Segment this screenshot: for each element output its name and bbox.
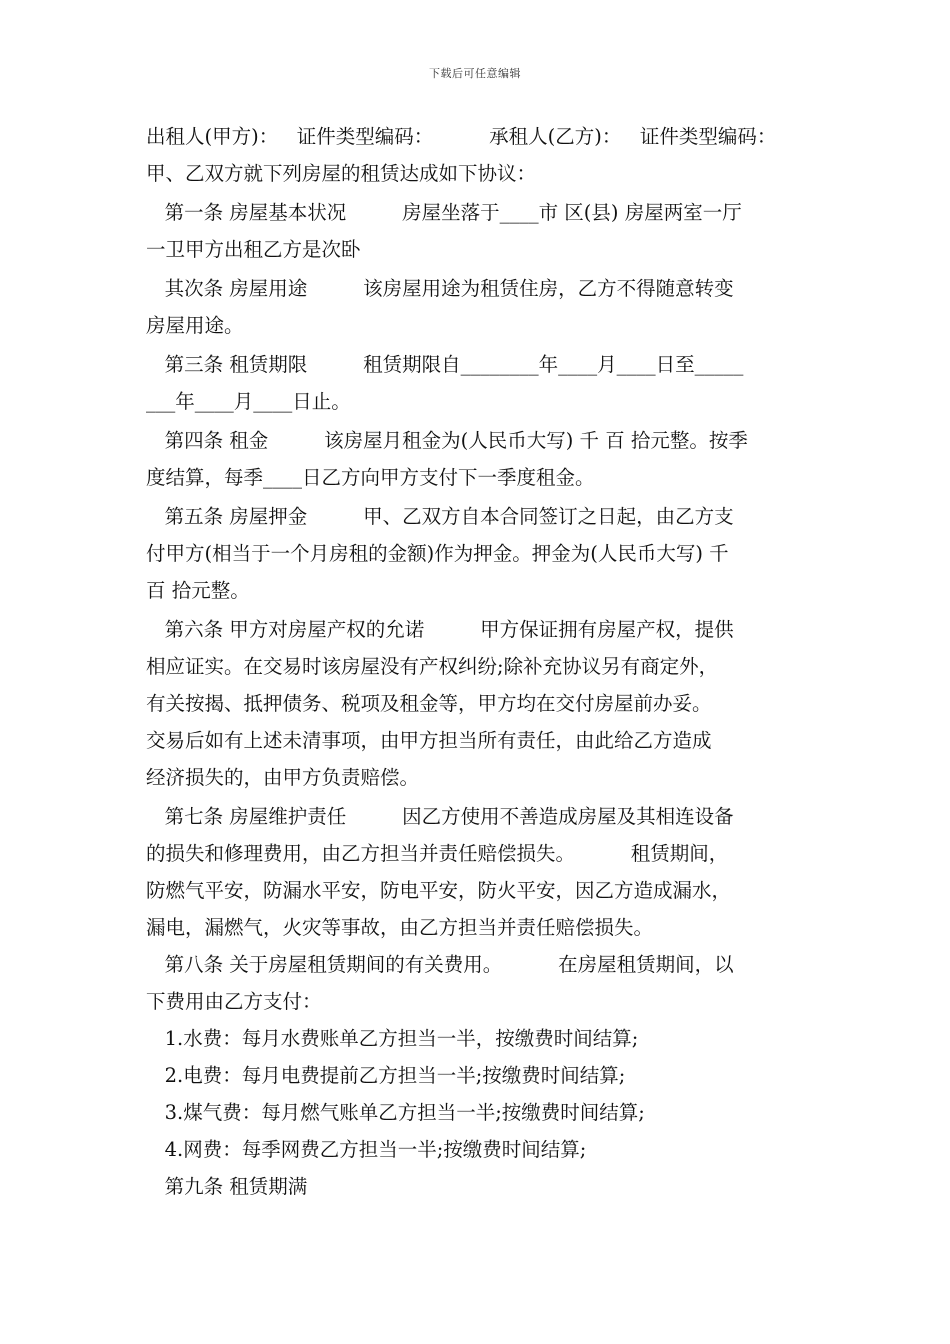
document-line: 第一条 房屋基本状况 房屋坐落于____市 区(县) 房屋两室一厅 <box>146 201 742 224</box>
document-line: 2.电费：每月电费提前乙方担当一半;按缴费时间结算; <box>146 1064 626 1087</box>
document-line: 防燃气平安，防漏水平安，防电平安，防火平安，因乙方造成漏水， <box>146 879 732 902</box>
document-body <box>146 118 810 1205</box>
document-line: 其次条 房屋用途 该房屋用途为租赁住房，乙方不得随意转变 <box>146 277 734 300</box>
document-line: 出租人(甲方)： 证件类型编码： 承租人(乙方)： 证件类型编码： <box>146 125 777 148</box>
document-line: 1.水费：每月水费账单乙方担当一半，按缴费时间结算; <box>146 1027 639 1050</box>
document-line: 第三条 租赁期限 租赁期限自________年____月____日至_____ <box>146 353 744 376</box>
header-note: 下载后可任意编辑 <box>429 67 521 80</box>
document-line: 漏电，漏燃气，火灾等事故，由乙方担当并责任赔偿损失。 <box>146 916 654 939</box>
document-line: 第八条 关于房屋租赁期间的有关费用。 在房屋租赁期间，以 <box>146 953 734 976</box>
document-line: 经济损失的，由甲方负责赔偿。 <box>146 766 420 789</box>
document-line: 房屋用途。 <box>146 314 244 337</box>
document-line: 有关按揭、抵押债务、税项及租金等，甲方均在交付房屋前办妥。 <box>146 692 712 715</box>
document-line: 相应证实。在交易时该房屋没有产权纠纷;除补充协议另有商定外， <box>146 655 719 678</box>
document-line: 的损失和修理费用，由乙方担当并责任赔偿损失。 租赁期间， <box>146 842 729 865</box>
document-line: 交易后如有上述未清事项，由甲方担当所有责任，由此给乙方造成 <box>146 729 712 752</box>
document-line: 第九条 租赁期满 <box>146 1175 308 1198</box>
document-line: 百 拾元整。 <box>146 579 250 602</box>
document-line: 甲、乙双方就下列房屋的租赁达成如下协议： <box>146 162 537 185</box>
document-line: 4.网费：每季网费乙方担当一半;按缴费时间结算; <box>146 1138 587 1161</box>
document-line: 下费用由乙方支付： <box>146 990 322 1013</box>
document-line: ___年____月____日止。 <box>146 390 351 413</box>
document-line: 第六条 甲方对房屋产权的允诺 甲方保证拥有房屋产权，提供 <box>146 618 734 641</box>
document-line: 第五条 房屋押金 甲、乙双方自本合同签订之日起，由乙方支 <box>146 505 734 528</box>
document-line: 付甲方(相当于一个月房租的金额)作为押金。押金为(人民币大写) 千 <box>146 542 729 565</box>
document-line: 一卫甲方出租乙方是次卧 <box>146 238 361 261</box>
document-line: 3.煤气费：每月燃气账单乙方担当一半;按缴费时间结算; <box>146 1101 645 1124</box>
document-line: 第四条 租金 该房屋月租金为(人民币大写) 千 百 拾元整。按季 <box>146 429 748 452</box>
document-line: 度结算，每季____日乙方向甲方支付下一季度租金。 <box>146 466 595 489</box>
document-line: 第七条 房屋维护责任 因乙方使用不善造成房屋及其相连设备 <box>146 805 734 828</box>
